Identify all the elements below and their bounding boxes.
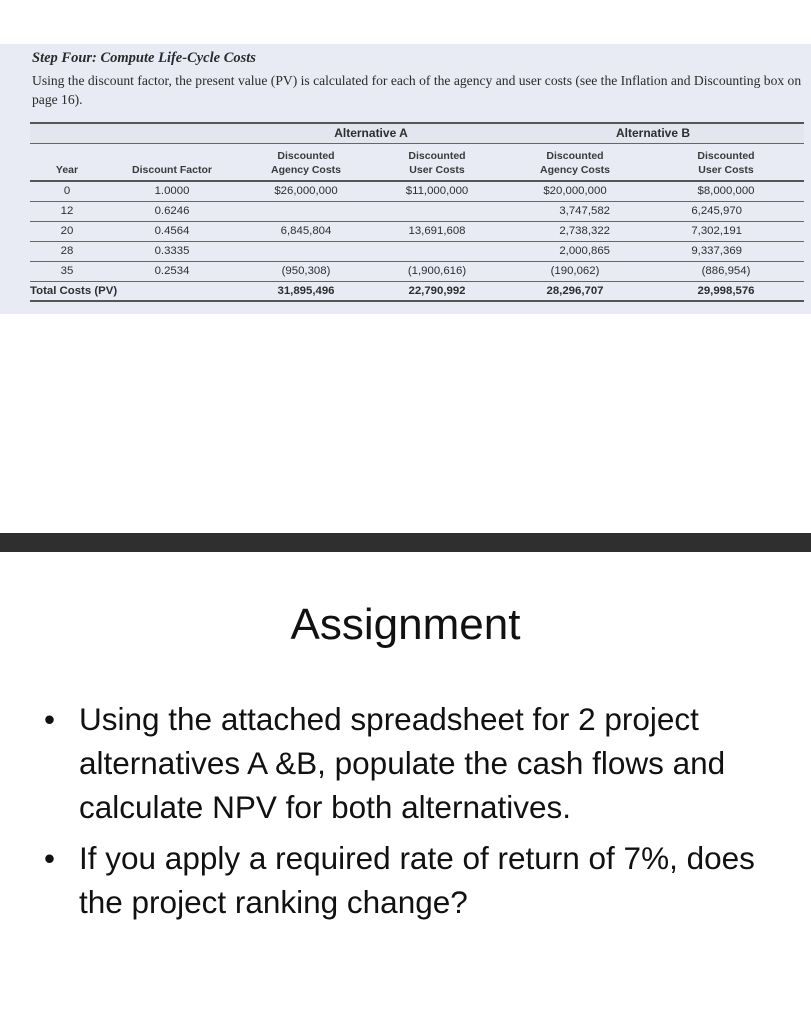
b-agency-cell: (190,062) [550,265,600,277]
b-user-cell: 7,302,191 [691,225,743,237]
a-user-cell: $11,000,000 [405,185,469,198]
discount-factor-cell: 0.4564 [154,225,190,237]
discount-factor-cell: 1.0000 [154,185,190,198]
a-agency-cell [240,201,372,221]
year-cell: 12 [60,205,74,217]
column-header-row [30,143,804,181]
b-user-cell: 6,245,970 [691,205,743,217]
year-header: Year [55,164,79,176]
table-row [30,221,804,241]
document-excerpt [0,44,811,314]
alternative-a-header: Alternative A [334,126,408,141]
bullet-icon: • [44,701,56,737]
step-title: Step Four: Compute Life-Cycle Costs [32,50,256,66]
discount-factor-cell: 0.6246 [154,205,190,217]
year-cell: 0 [63,185,71,198]
table-row [30,261,804,281]
a-agency-cell: 6,845,804 [280,225,332,237]
a-user-cell [372,241,502,261]
step-description: Using the discount factor, the present value (PV) is calculated for each of the agency and user costs (see the Inflation and Discounting box on page 16). [32,73,802,107]
alternative-header-row [30,123,804,143]
discount-factor-cell: 0.3335 [154,245,190,257]
a-user-costs-header: Discounted User Costs [408,150,466,176]
year-cell: 20 [60,225,74,237]
a-user-cell: 13,691,608 [408,225,466,237]
table-row [30,241,804,261]
list-item [44,836,764,924]
b-user-costs-header: Discounted User Costs [697,150,755,176]
total-b-user: 29,998,576 [697,284,755,297]
b-agency-cell: 2,000,865 [559,245,611,257]
a-agency-cell: $26,000,000 [274,185,338,198]
slide-divider-bar [0,533,811,552]
bullet-text: Using the attached spreadsheet for 2 project alternatives A &B, populate the cash flows and calculate NPV for both alternatives. [79,701,726,825]
total-b-agency: 28,296,707 [546,284,604,297]
bullet-text: If you apply a required rate of return of 7%, does the project ranking change? [79,840,755,920]
a-user-cell [372,201,502,221]
bullet-icon: • [44,840,56,876]
a-user-cell: (1,900,616) [407,265,467,277]
total-row [30,281,804,301]
b-agency-cell: $20,000,000 [543,185,607,198]
total-label: Total Costs (PV) [30,284,118,297]
b-user-cell: $8,000,000 [697,185,755,198]
a-agency-cell: (950,308) [281,265,331,277]
life-cycle-cost-table [30,122,804,302]
total-a-agency: 31,895,496 [277,284,335,297]
b-agency-cell: 3,747,582 [559,205,611,217]
year-cell: 28 [60,245,74,257]
b-agency-costs-header: Discounted Agency Costs [540,150,611,176]
slide-title: Assignment [290,600,521,649]
b-user-cell: 9,337,369 [691,245,743,257]
b-user-cell: (886,954) [701,265,751,277]
list-item [44,697,764,829]
a-agency-cell [240,241,372,261]
b-agency-cell: 2,738,322 [559,225,611,237]
total-a-user: 22,790,992 [408,284,466,297]
table-row [30,201,804,221]
table-row [30,181,804,201]
year-cell: 35 [60,265,74,277]
bullet-list [44,697,764,931]
a-agency-costs-header: Discounted Agency Costs [270,150,342,176]
discount-factor-header: Discount Factor [132,164,212,176]
alternative-b-header: Alternative B [616,126,691,141]
discount-factor-cell: 0.2534 [154,265,190,277]
